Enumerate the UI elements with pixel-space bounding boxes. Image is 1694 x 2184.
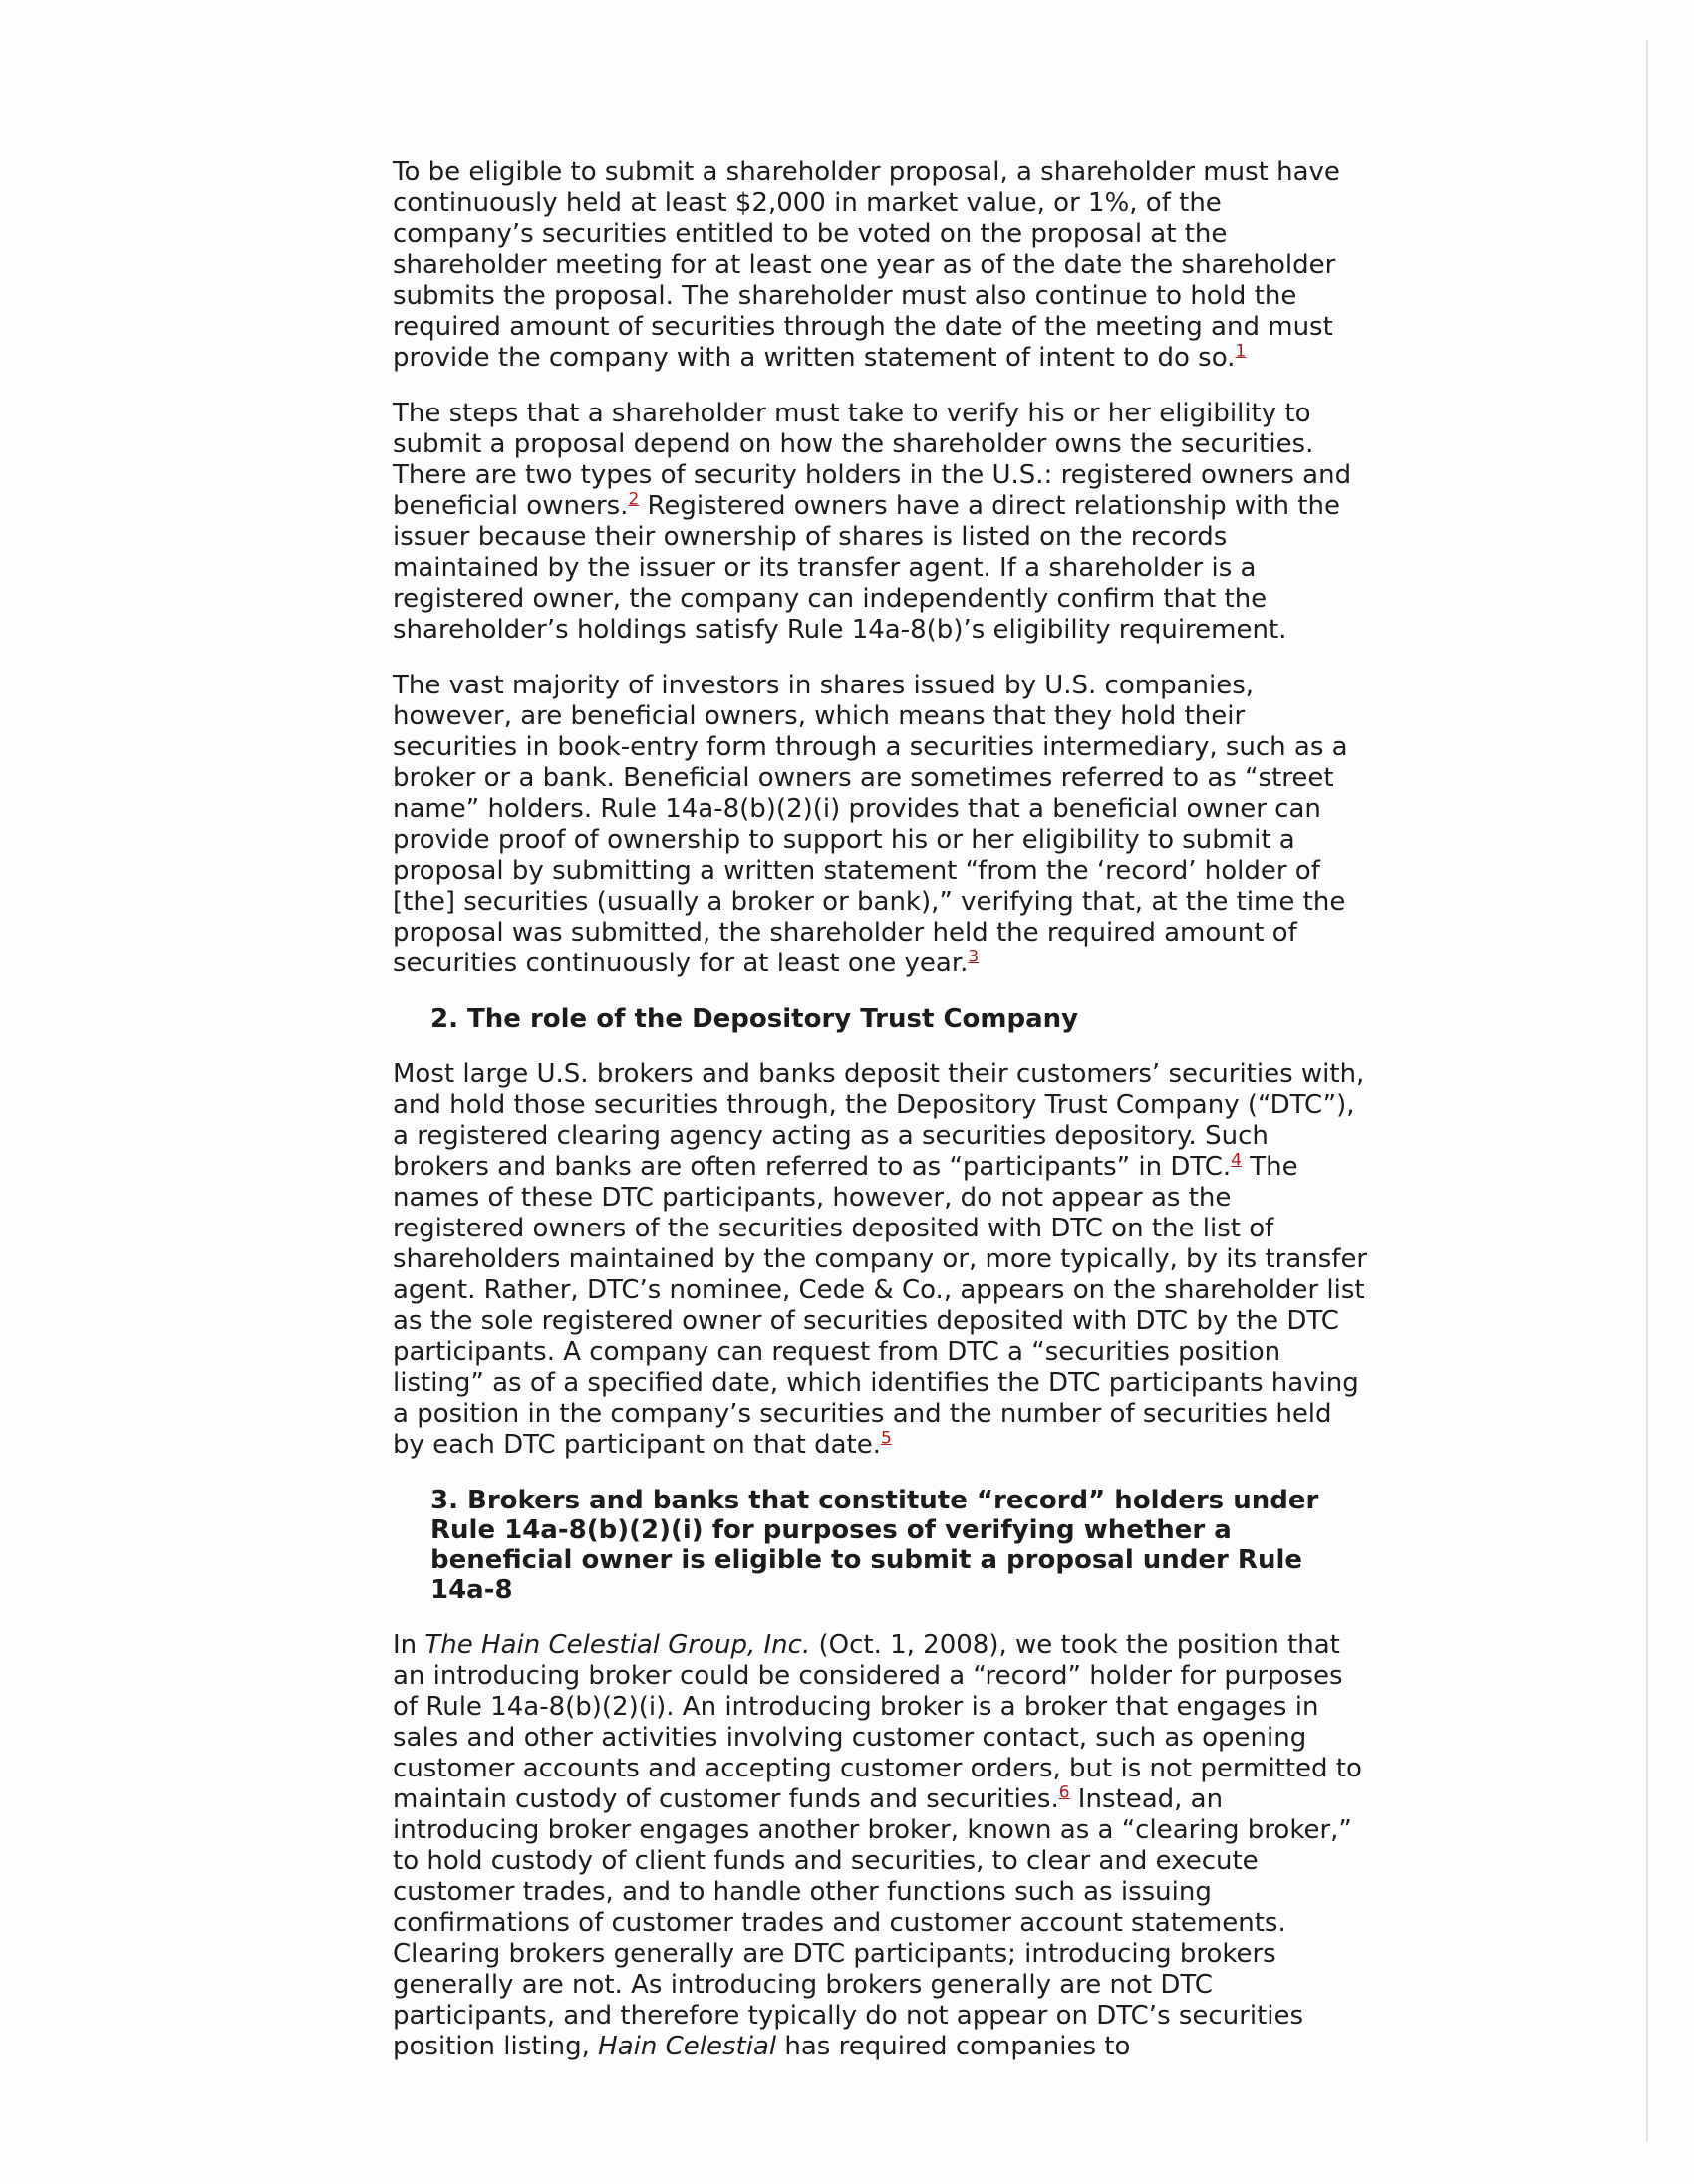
page-edge-divider — [1646, 40, 1648, 2142]
paragraph-verification-steps — [393, 399, 1369, 646]
document-body — [393, 157, 1369, 2087]
paragraph-dtc — [393, 1059, 1369, 1461]
paragraph-text: Instead, an introducing broker engages another broker, known as a “clearing broker,” to hold custody of client funds and securities, to clear and execute customer trades, and to handle other functions such as issuing confirmations of customer trades and customer account statements. Clearing brokers generally are DTC participants; introducing brokers generally are not. As introducing brokers generally are not DTC participants, and therefore typically do not appear on DTC’s securities position listing, — [393, 1784, 1352, 2061]
paragraph-text: has required companies to — [776, 2032, 1131, 2061]
paragraph-text: To be eligible to submit a shareholder proposal, a shareholder must have continuously held at least $2,000 in market value, or 1%, of the company’s securities entitled to be voted on the proposal at the shareholder meeting for at least one year as of the date the shareholder submits the proposal. The shareholder must also continue to hold the required amount of securities through the date of the meeting and must provide the company with a written statement of intent to do so. — [393, 157, 1340, 373]
section-heading-dtc-role: 2. The role of the Depository Trust Company — [430, 1004, 1079, 1034]
paragraph-text: In — [393, 1630, 425, 1660]
paragraph-text: The names of these DTC participants, however, do not appear as the registered owners of the securities deposited with DTC on the list of shareholders maintained by the company or, more typically, by its transfer agent. Rather, DTC’s nominee, Cede & Co., appears on the shareholder list as the sole registered owner of securities deposited with DTC by the DTC participants. A company can request from DTC a “securities position listing” as of a specified date, which identifies the DTC participants having a position in the company’s securities and the number of securities held by each DTC participant on that date. — [393, 1152, 1368, 1460]
paragraph-text: The steps that a shareholder must take to verify his or her eligibility to submit a proposal depend on how the shareholder owns the securities. There are two types of security holders in the U.S.: registered owners and beneficial owners. — [393, 399, 1352, 521]
paragraph-text: Registered owners have a direct relationship with the issuer because their ownership of shares is listed on the records maintained by the issuer or its transfer agent. If a shareholder is a registered owner, the company can independently confirm that the shareholder’s holdings satisfy Rule 14a-8(b)’s eligibility requirement. — [393, 491, 1340, 645]
paragraph-text: The vast majority of investors in shares issued by U.S. companies, however, are beneficial owners, which means that they hold their securities in book-entry form through a securities intermediary, such as a broker or a bank. Beneficial owners are sometimes referred to as “street name” holders. Rule 14a-8(b)(2)(i) provides that a beneficial owner can provide proof of ownership to support his or her eligibility to submit a proposal by submitting a written statement “from the ‘record’ holder of [the] securities (usually a broker or bank),” verifying that, at the time the proposal was submitted, the shareholder held the required amount of securities continuously for at least one year. — [393, 671, 1348, 978]
footnote-link-2[interactable]: 2 — [628, 489, 640, 510]
footnote-link-3[interactable]: 3 — [968, 947, 980, 967]
footnote-link-6[interactable]: 6 — [1058, 1782, 1070, 1803]
paragraph-eligibility — [393, 157, 1369, 374]
case-name-italic: The Hain Celestial Group, Inc. — [424, 1630, 811, 1660]
footnote-link-5[interactable]: 5 — [880, 1428, 892, 1449]
paragraph-text: Most large U.S. brokers and banks deposit their customers’ securities with, and hold those securities through, the Depository Trust Company (“DTC”), a registered clearing agency acting as a securities depository. Such brokers and banks are often referred to as “participants” in DTC. — [393, 1059, 1365, 1182]
paragraph-text: (Oct. 1, 2008), we took the position that an introducing broker could be considered a “record” holder for purposes of Rule 14a-8(b)(2)(i). An introducing broker is a broker that engages in sales and other activities involving customer contact, such as opening customer accounts and accepting customer orders, but is not permitted to maintain custody of customer funds and securities. — [393, 1630, 1362, 1814]
paragraph-hain-celestial — [393, 1630, 1369, 2062]
case-name-italic: Hain Celestial — [598, 2032, 777, 2061]
footnote-link-4[interactable]: 4 — [1231, 1150, 1242, 1171]
footnote-link-1[interactable]: 1 — [1235, 341, 1247, 362]
paragraph-beneficial-owners — [393, 671, 1369, 979]
section-heading-record-holders: 3. Brokers and banks that constitute “record” holders under Rule 14a-8(b)(2)(i) for purposes of verifying whether a beneficial owner is eligible to submit a proposal under Rule 14a-8 — [430, 1486, 1319, 1605]
